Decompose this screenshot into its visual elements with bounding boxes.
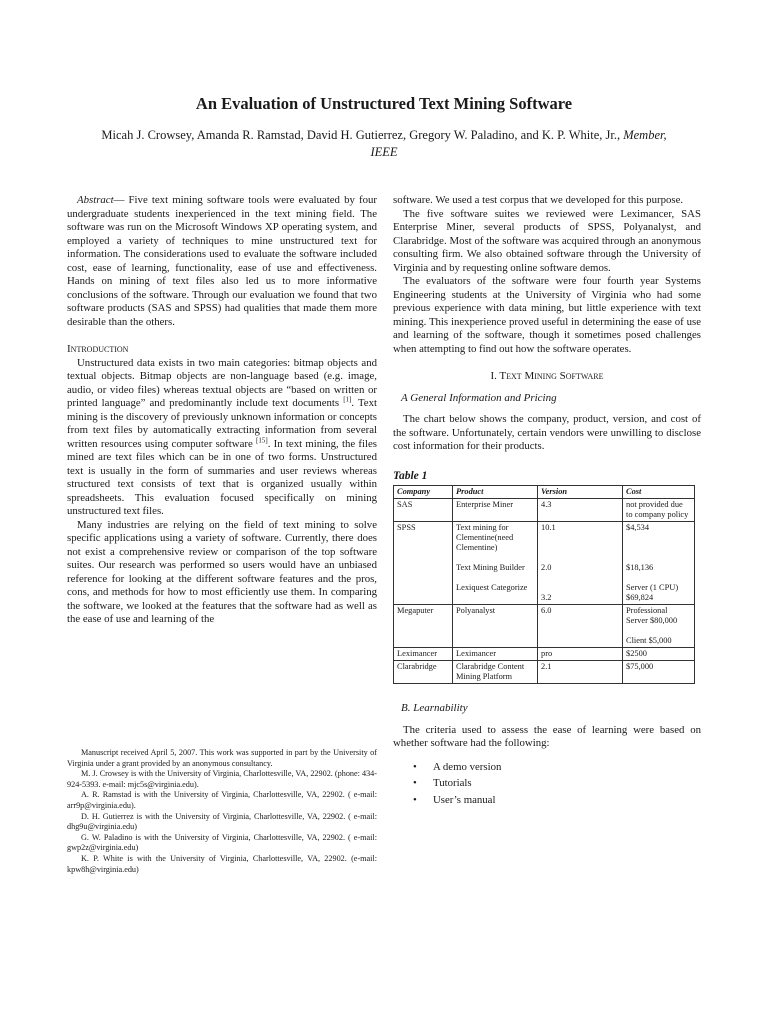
subsection-heading-b: B. Learnability: [401, 702, 468, 714]
intro-paragraph-2: Many industries are relying on the field of text mining to solve specific applications using a variety of software. Currently, there does not exist a comprehensive review or comparison of the top software suites. Our research was performed so users would have an unbiased reference for looking at the different software features and the pros, cons, and methods for how to most efficiently use them. In comparing the software, we looked at the features that the software had as well as the ease of use and learning of the: [67, 518, 377, 625]
intro-paragraph-1: [67, 357, 377, 519]
footnotes: [67, 748, 377, 875]
header-company: Company: [394, 486, 453, 499]
citation-ref-1[interactable]: [1]: [343, 395, 352, 404]
section-heading-1: I. Text Mining Software: [490, 370, 604, 382]
cell-version: 4.3: [538, 499, 623, 522]
intro-text-a: Unstructured data exists in two main categories: bitmap objects and textual objects. Bitmap objects are non-language based (e.g. image, audio, or video files) whereas textual objects are “based on written or printed language” and predominantly include text documents: [67, 356, 377, 409]
cell-version: 2.1: [538, 661, 623, 684]
software-table: [393, 485, 695, 684]
abstract-dash: —: [113, 194, 129, 206]
cell-company: Clarabridge: [394, 661, 453, 684]
cell-product: [453, 522, 538, 605]
author-membership: Member, IEEE: [370, 128, 667, 159]
cell-cost: [623, 605, 695, 648]
footnote-author-5: K. P. White is with the University of Virginia, Charlottesville, VA, 22902. (e-mail: kpw8h@virginia.edu): [67, 853, 377, 874]
cell-product-3: Lexiquest Categorize: [456, 583, 528, 592]
table-row: [394, 605, 695, 648]
footnote-author-4: G. W. Paladino is with the University of Virginia, Charlottesville, VA, 22902. ( e-mail: gwp2z@virginia.edu): [67, 832, 377, 853]
abstract: [67, 194, 377, 329]
cell-product: Leximancer: [453, 648, 538, 661]
cell-product-2: Text Mining Builder: [456, 563, 525, 572]
cell-company: Leximancer: [394, 648, 453, 661]
cell-product-1: Text mining for Clementine(need Clementine): [456, 523, 514, 552]
list-item: • A demo version: [407, 761, 701, 775]
cell-cost-2b: Server (1 CPU): [626, 583, 679, 592]
paper-title: An Evaluation of Unstructured Text Mining Software: [195, 94, 573, 113]
learnability-paragraph: The criteria used to assess the ease of learning were based on whether software had the following:: [393, 723, 701, 749]
introduction-heading: Introduction: [67, 343, 129, 355]
cell-cost-1: Professional Server $80,000: [626, 606, 678, 625]
footnote-author-3: D. H. Gutierrez is with the University of Virginia, Charlottesville, VA, 22902. ( e-mail: dhg9u@virginia.edu): [67, 811, 377, 832]
cell-cost-2: Client $5,000: [626, 636, 672, 645]
abstract-label: Abstract: [77, 194, 114, 206]
author-list: [96, 127, 672, 161]
table-row: [394, 499, 695, 522]
cell-cost-1: $4,534: [626, 523, 650, 532]
citation-ref-15[interactable]: [15]: [256, 435, 268, 444]
table-row: [394, 661, 695, 684]
table-row: [394, 648, 695, 661]
header-version: Version: [538, 486, 623, 499]
cell-cost: $2500: [623, 648, 695, 661]
table-caption: Table 1: [393, 469, 428, 482]
header-product: Product: [453, 486, 538, 499]
right-column: [393, 194, 701, 810]
cell-version-2: 2.0: [541, 563, 552, 572]
cell-company: SPSS: [394, 522, 453, 605]
subsection-heading-a: A General Information and Pricing: [401, 391, 557, 404]
cell-version-3: 3.2: [541, 593, 552, 602]
cell-version: [538, 522, 623, 605]
cell-product: Enterprise Miner: [453, 499, 538, 522]
cell-cost-3: $69,824: [626, 593, 654, 602]
cell-cost: $75,000: [623, 661, 695, 684]
list-item: • Tutorials: [407, 777, 701, 791]
intro-text-b: . Text mining is the discovery of previously unknown information or concepts from text files by automatically extracting information from several written resources using computer software: [67, 397, 377, 450]
cell-cost: not provided due to company policy: [623, 499, 695, 522]
table-row: [394, 522, 695, 605]
left-column: [67, 194, 377, 627]
footnote-author-1: M. J. Crowsey is with the University of Virginia, Charlottesville, VA, 22902. (phone: 434-924-5393. e-mail: mjc5s@virginia.edu).: [67, 769, 377, 789]
table-header-row: [394, 486, 695, 499]
right-paragraph-0: software. We used a test corpus that we developed for this purpose.: [393, 194, 684, 206]
cell-company: SAS: [394, 499, 453, 522]
cell-product: Polyanalyst: [453, 605, 538, 648]
cell-cost-2: $18,136: [626, 563, 654, 572]
criteria-list: [407, 761, 701, 808]
cell-version: 6.0: [538, 605, 623, 648]
cell-company: Megaputer: [394, 605, 453, 648]
abstract-text: Five text mining software tools were evaluated by four undergraduate students inexperienced in the text mining field. The software was run on the Microsoft Windows XP operating system, and employed a variety of techniques to mine unstructured text for information. The considerations used to evaluate the software included cost, ease of learning, functionality, ease of use and effectiveness. Hands on mining of text files also led us to more informative conclusions of the software. Through our evaluation we found that two software products (SAS and SPSS) had qualities that made them more desirable than the others.: [67, 194, 377, 328]
list-item: • User’s manual: [407, 794, 701, 808]
cell-version: pro: [538, 648, 623, 661]
cell-cost: [623, 522, 695, 605]
header-cost: Cost: [623, 486, 695, 499]
right-paragraph-1: The five software suites we reviewed were Leximancer, SAS Enterprise Miner, several products of SPSS, Polyanalyst, and Clarabridge. Most of the software was acquired through an anonymous consulting firm. We also obtained software through the University of Virginia and by requesting online software demos.: [393, 207, 701, 274]
cell-version-1: 10.1: [541, 523, 556, 532]
footnote-author-2: A. R. Ramstad is with the University of Virginia, Charlottesville, VA, 22902. ( e-mail: arr9p@virginia.edu).: [67, 790, 377, 810]
pricing-paragraph: The chart below shows the company, product, version, and cost of the software. Unfortunately, certain vendors were unwilling to disclose cost information for their products.: [393, 413, 701, 452]
cell-product: Clarabridge Content Mining Platform: [453, 661, 538, 684]
footnote-manuscript: Manuscript received April 5, 2007. This work was supported in part by the University of Virginia under a grant provided by an anonymous consultancy.: [67, 748, 377, 768]
intro-text-c: . In text mining, the files mined are text files which can be in one of two forms. Unstructured text is usually in the form of summaries and user reviews whereas structured text consists of text that is organized usually within spreadsheets. This evaluation focused specifically on mining unstructured text files.: [67, 437, 377, 517]
right-paragraph-2: The evaluators of the software were four fourth year Systems Engineering students at the University of Virginia who had some previous experience with data mining, but little experience with text mining. This inexperience proved useful in determining the ease of use and learning of the software, though it sometimes posed challenges when attempting to find out how the software operates.: [393, 275, 701, 355]
author-names: Micah J. Crowsey, Amanda R. Ramstad, David H. Gutierrez, Gregory W. Paladino, and K. P. White, Jr.,: [101, 128, 621, 142]
